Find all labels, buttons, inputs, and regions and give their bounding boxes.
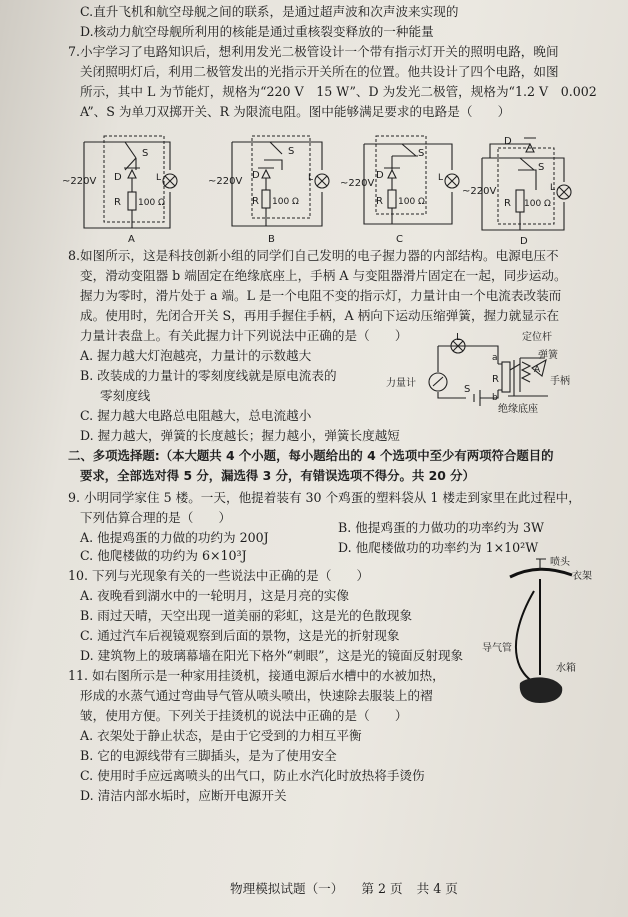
q8-line-4: 成。使用时，先闭合开关 S，再用手握住手柄，A 柄向下运动压缩弹簧，握力就显示在: [80, 308, 560, 323]
svg-text:B: B: [268, 234, 275, 245]
svg-text:弹簧: 弹簧: [538, 350, 558, 361]
svg-text:L: L: [438, 173, 444, 183]
svg-text:L: L: [308, 173, 314, 183]
svg-text:R: R: [114, 197, 121, 208]
q8-option-a: A. 握力越大灯泡越亮，力量计的示数越大: [80, 348, 312, 363]
q8-option-b-2: 零刻度线: [100, 388, 151, 403]
svg-text:a: a: [492, 353, 498, 363]
q8-option-b-1: B. 改装成的力量计的零刻度线就是原电流表的: [80, 368, 337, 383]
q9-option-b: B. 他提鸡蛋的力做功的功率约为 3W: [338, 520, 544, 535]
svg-text:L: L: [550, 183, 556, 193]
circuit-d: [462, 130, 610, 247]
svg-text:绝缘底座: 绝缘底座: [498, 404, 538, 415]
svg-text:C: C: [396, 234, 403, 245]
circuit-c: [340, 130, 482, 245]
q9-option-c: C. 他爬楼做的功约为 6×10³J: [80, 548, 247, 563]
svg-text:手柄: 手柄: [550, 376, 570, 387]
q8-line-3: 握力为零时，滑片处于 a 端。L 是一个电阻不变的指示灯，力量计由一个电流表改装而: [80, 288, 562, 303]
section-2-instructions: 要求，全部选对得 5 分，漏选得 3 分，有错误选项不得分。共 20 分）: [80, 468, 475, 483]
section-2-heading: 二、多项选择题:（本大题共 4 个小题，每小题给出的 4 个选项中至少有两项符合题目的: [68, 448, 554, 463]
page-footer: [230, 878, 458, 897]
q8-option-c: C. 握力越大电路总电阻越大，总电流越小: [80, 408, 312, 423]
svg-text:~220V: ~220V: [208, 176, 243, 187]
q9-option-d: D. 他爬楼做功的功率约为 1×10²W: [338, 540, 539, 555]
footer-total: 共 4 页: [416, 881, 458, 896]
q8-line-2: 变，滑动变阻器 b 端固定在绝缘底座上，手柄 A 与变阻器滑片固定在一起，同步运动。: [80, 268, 567, 283]
svg-text:~220V: ~220V: [62, 176, 97, 187]
q8-option-d: D. 握力越大，弹簧的长度越长；握力越小，弹簧长度越短: [80, 428, 400, 443]
svg-text:导气管: 导气管: [482, 643, 512, 654]
svg-text:~220V: ~220V: [462, 186, 497, 197]
svg-text:D: D: [504, 136, 512, 147]
q10-option-b: B. 雨过天晴，天空出现一道美丽的彩虹，这是光的色散现象: [80, 608, 413, 623]
q10-stem: 10. 下列与光现象有关的一些说法中正确的是（ ）: [68, 568, 370, 583]
q11-option-d: D. 清洁内部水垢时，应断开电源开关: [80, 788, 287, 803]
q8-line-1: 8.如图所示，这是科技创新小组的同学们自己发明的电子握力器的内部结构。电源电压不: [68, 248, 559, 263]
svg-text:R: R: [492, 374, 499, 385]
svg-text:A: A: [534, 365, 541, 375]
q7-line-3: 所示，其中 L 为节能灯，规格为“220 V 15 W”、D 为发光二极管，规格为“1.2 V 0.002: [80, 84, 597, 99]
q10-option-c: C. 通过汽车后视镜观察到后面的景物，这是光的折射现象: [80, 628, 400, 643]
circuit-b: [208, 130, 338, 245]
q11-line-2: 形成的水蒸气通过弯曲导气管从喷头喷出，快速除去服装上的褶: [80, 688, 433, 703]
svg-text:L: L: [156, 173, 162, 183]
q7-line-2: 关闭照明灯后，利用二极管发出的光指示开关所在的位置。他共设计了四个电路，如图: [80, 64, 559, 79]
svg-text:b: b: [492, 393, 498, 403]
svg-text:D: D: [114, 172, 122, 183]
svg-text:D: D: [252, 170, 260, 181]
svg-text:100 Ω: 100 Ω: [398, 197, 425, 207]
q10-option-d: D. 建筑物上的玻璃幕墙在阳光下格外“刺眼”，这是光的镜面反射现象: [80, 648, 464, 663]
q7-line-1: 7.小宇学习了电路知识后，想利用发光二极管设计一个带有指示灯开关的照明电路，晚间: [68, 44, 559, 59]
q11-option-a: A. 衣架处于静止状态，是由于它受到的力相互平衡: [80, 728, 362, 743]
svg-text:L: L: [456, 332, 462, 343]
q9-option-a: A. 他提鸡蛋的力做的功约为 200J: [80, 530, 269, 545]
svg-text:衣架: 衣架: [572, 571, 592, 582]
grip-meter-figure: [388, 330, 588, 425]
svg-text:喷头: 喷头: [550, 557, 570, 568]
q6-option-d: D.核动力航空母舰所利用的核能是通过重核裂变释放的一种能量: [80, 24, 434, 39]
svg-text:水箱: 水箱: [556, 663, 576, 674]
q11-line-1: 11. 如右图所示是一种家用挂烫机，接通电源后水槽中的水被加热，: [68, 668, 445, 683]
garment-steamer-figure: [482, 555, 600, 715]
q7-line-4: A”、S 为单刀双掷开关、R 为限流电阻。图中能够满足要求的电路是（ ）: [80, 104, 511, 119]
q9-line-1: 9. 小明同学家住 5 楼。一天，他提着装有 30 个鸡蛋的塑料袋从 1 楼走到家里在此过程中，: [68, 490, 581, 505]
svg-text:~220V: ~220V: [340, 178, 375, 189]
svg-text:100 Ω: 100 Ω: [138, 198, 165, 208]
svg-text:R: R: [504, 198, 511, 209]
footer-title: 物理模拟试题（一）: [230, 881, 344, 896]
svg-text:R: R: [252, 196, 259, 207]
q6-option-c: C.直升飞机和航空母舰之间的联系，是通过超声波和次声波来实现的: [80, 4, 459, 19]
svg-text:S: S: [464, 384, 471, 395]
svg-text:定位杆: 定位杆: [522, 332, 552, 343]
svg-text:S: S: [142, 148, 149, 159]
svg-text:S: S: [538, 162, 545, 173]
q11-line-3: 皱，使用方便。下列关于挂烫机的说法中正确的是（ ）: [80, 708, 408, 723]
svg-text:A: A: [128, 234, 135, 245]
svg-text:力量计: 力量计: [386, 378, 416, 389]
svg-text:S: S: [418, 148, 425, 159]
q11-option-b: B. 它的电源线带有三脚插头，是为了使用安全: [80, 748, 337, 763]
svg-text:100 Ω: 100 Ω: [272, 197, 299, 207]
q11-option-c: C. 使用时手应远离喷头的出气口，防止水汽化时放热将手烫伤: [80, 768, 425, 783]
q10-option-a: A. 夜晚看到湖水中的一轮明月，这是月亮的实像: [80, 588, 349, 603]
q8-line-5: 力量计表盘上。有关此握力计下列说法中正确的是（ ）: [80, 328, 408, 343]
svg-text:S: S: [288, 146, 295, 157]
q9-line-2: 下列估算合理的是（ ）: [80, 510, 232, 525]
svg-text:R: R: [376, 196, 383, 207]
svg-text:100 Ω: 100 Ω: [524, 199, 551, 209]
circuit-a: [62, 130, 190, 245]
footer-page: 第 2 页: [361, 881, 403, 896]
svg-text:D: D: [376, 170, 384, 181]
svg-text:D: D: [520, 236, 528, 247]
